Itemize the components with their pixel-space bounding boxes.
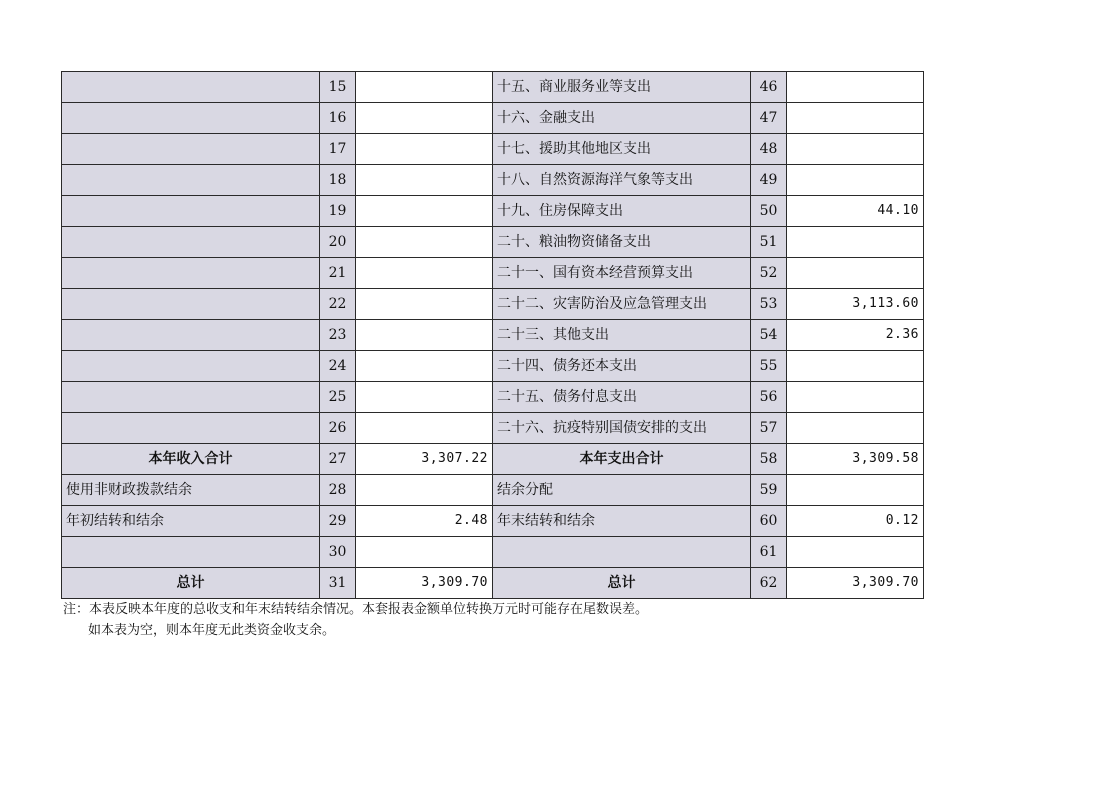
expense-amount-cell: 3,309.58 [787, 444, 924, 475]
table-row [62, 227, 924, 258]
expense-label-cell: 二十二、灾害防治及应急管理支出 [493, 289, 751, 320]
income-row-number-cell: 19 [320, 196, 356, 227]
income-row-number-cell: 22 [320, 289, 356, 320]
expense-label-cell: 十七、援助其他地区支出 [493, 134, 751, 165]
expense-amount-cell [787, 258, 924, 289]
expense-row-number-cell: 52 [751, 258, 787, 289]
income-label-cell [62, 289, 320, 320]
table-row [62, 537, 924, 568]
table-note [63, 599, 648, 641]
income-row-number-cell: 20 [320, 227, 356, 258]
income-amount-cell [356, 103, 493, 134]
income-label-cell [62, 103, 320, 134]
income-label-cell [62, 72, 320, 103]
expense-label-cell: 十五、商业服务业等支出 [493, 72, 751, 103]
expense-row-number-cell: 48 [751, 134, 787, 165]
table-row [62, 382, 924, 413]
expense-row-number-cell: 62 [751, 568, 787, 599]
income-label-cell [62, 258, 320, 289]
table-row [62, 196, 924, 227]
expense-label-cell: 十九、住房保障支出 [493, 196, 751, 227]
income-amount-cell [356, 382, 493, 413]
table-row [62, 72, 924, 103]
income-label-cell: 年初结转和结余 [62, 506, 320, 537]
income-label-cell: 使用非财政拨款结余 [62, 475, 320, 506]
expense-row-number-cell: 49 [751, 165, 787, 196]
expense-row-number-cell: 51 [751, 227, 787, 258]
income-amount-cell [356, 72, 493, 103]
expense-amount-cell [787, 134, 924, 165]
table-row [62, 444, 924, 475]
table-row [62, 134, 924, 165]
income-amount-cell [356, 289, 493, 320]
expense-label-cell: 二十一、国有资本经营预算支出 [493, 258, 751, 289]
expense-amount-cell: 44.10 [787, 196, 924, 227]
expense-row-number-cell: 60 [751, 506, 787, 537]
income-amount-cell: 3,309.70 [356, 568, 493, 599]
income-row-number-cell: 31 [320, 568, 356, 599]
income-row-number-cell: 26 [320, 413, 356, 444]
note-line-1: 注：本表反映本年度的总收支和年末结转结余情况。本套报表金额单位转换万元时可能存在尾数误差。 [63, 602, 649, 617]
note-line-2: 如本表为空，则本年度无此类资金收支余。 [88, 623, 336, 638]
income-label-cell [62, 196, 320, 227]
income-row-number-cell: 28 [320, 475, 356, 506]
expense-row-number-cell: 58 [751, 444, 787, 475]
income-row-number-cell: 23 [320, 320, 356, 351]
expense-row-number-cell: 56 [751, 382, 787, 413]
income-label-cell: 本年收入合计 [62, 444, 320, 475]
table-row [62, 320, 924, 351]
income-label-cell [62, 320, 320, 351]
income-amount-cell [356, 165, 493, 196]
income-label-cell: 总计 [62, 568, 320, 599]
income-amount-cell: 3,307.22 [356, 444, 493, 475]
expense-row-number-cell: 47 [751, 103, 787, 134]
expense-row-number-cell: 57 [751, 413, 787, 444]
expense-amount-cell: 3,113.60 [787, 289, 924, 320]
table-row [62, 258, 924, 289]
table-row [62, 351, 924, 382]
expense-row-number-cell: 50 [751, 196, 787, 227]
income-amount-cell [356, 258, 493, 289]
income-row-number-cell: 30 [320, 537, 356, 568]
income-label-cell [62, 227, 320, 258]
table-row [62, 568, 924, 599]
income-amount-cell [356, 413, 493, 444]
expense-amount-cell [787, 351, 924, 382]
income-label-cell [62, 165, 320, 196]
income-row-number-cell: 21 [320, 258, 356, 289]
income-amount-cell [356, 196, 493, 227]
expense-amount-cell: 2.36 [787, 320, 924, 351]
budget-summary-table [61, 71, 924, 599]
table-body [62, 72, 924, 599]
expense-label-cell: 十六、金融支出 [493, 103, 751, 134]
expense-amount-cell [787, 537, 924, 568]
expense-amount-cell [787, 475, 924, 506]
income-row-number-cell: 18 [320, 165, 356, 196]
expense-label-cell: 二十五、债务付息支出 [493, 382, 751, 413]
expense-label-cell: 二十六、抗疫特别国债安排的支出 [493, 413, 751, 444]
expense-label-cell: 结余分配 [493, 475, 751, 506]
expense-amount-cell [787, 227, 924, 258]
income-amount-cell [356, 537, 493, 568]
table-row [62, 103, 924, 134]
table-row [62, 475, 924, 506]
expense-row-number-cell: 59 [751, 475, 787, 506]
expense-row-number-cell: 46 [751, 72, 787, 103]
income-amount-cell [356, 134, 493, 165]
table-row [62, 165, 924, 196]
expense-label-cell: 二十三、其他支出 [493, 320, 751, 351]
income-amount-cell [356, 475, 493, 506]
expense-label-cell [493, 537, 751, 568]
expense-row-number-cell: 61 [751, 537, 787, 568]
income-label-cell [62, 382, 320, 413]
expense-row-number-cell: 55 [751, 351, 787, 382]
income-row-number-cell: 27 [320, 444, 356, 475]
expense-label-cell: 十八、自然资源海洋气象等支出 [493, 165, 751, 196]
expense-row-number-cell: 54 [751, 320, 787, 351]
expense-label-cell: 年末结转和结余 [493, 506, 751, 537]
table-row [62, 413, 924, 444]
table-row [62, 506, 924, 537]
expense-amount-cell [787, 413, 924, 444]
expense-amount-cell: 0.12 [787, 506, 924, 537]
table-row [62, 289, 924, 320]
expense-amount-cell: 3,309.70 [787, 568, 924, 599]
income-amount-cell [356, 351, 493, 382]
income-label-cell [62, 351, 320, 382]
income-label-cell [62, 537, 320, 568]
income-row-number-cell: 16 [320, 103, 356, 134]
expense-label-cell: 二十四、债务还本支出 [493, 351, 751, 382]
expense-amount-cell [787, 165, 924, 196]
expense-label-cell: 本年支出合计 [493, 444, 751, 475]
income-row-number-cell: 29 [320, 506, 356, 537]
income-row-number-cell: 24 [320, 351, 356, 382]
expense-amount-cell [787, 103, 924, 134]
income-label-cell [62, 413, 320, 444]
expense-amount-cell [787, 382, 924, 413]
income-amount-cell [356, 320, 493, 351]
income-row-number-cell: 15 [320, 72, 356, 103]
income-amount-cell: 2.48 [356, 506, 493, 537]
expense-label-cell: 总计 [493, 568, 751, 599]
income-amount-cell [356, 227, 493, 258]
expense-row-number-cell: 53 [751, 289, 787, 320]
expense-label-cell: 二十、粮油物资储备支出 [493, 227, 751, 258]
income-row-number-cell: 17 [320, 134, 356, 165]
expense-amount-cell [787, 72, 924, 103]
income-label-cell [62, 134, 320, 165]
income-row-number-cell: 25 [320, 382, 356, 413]
